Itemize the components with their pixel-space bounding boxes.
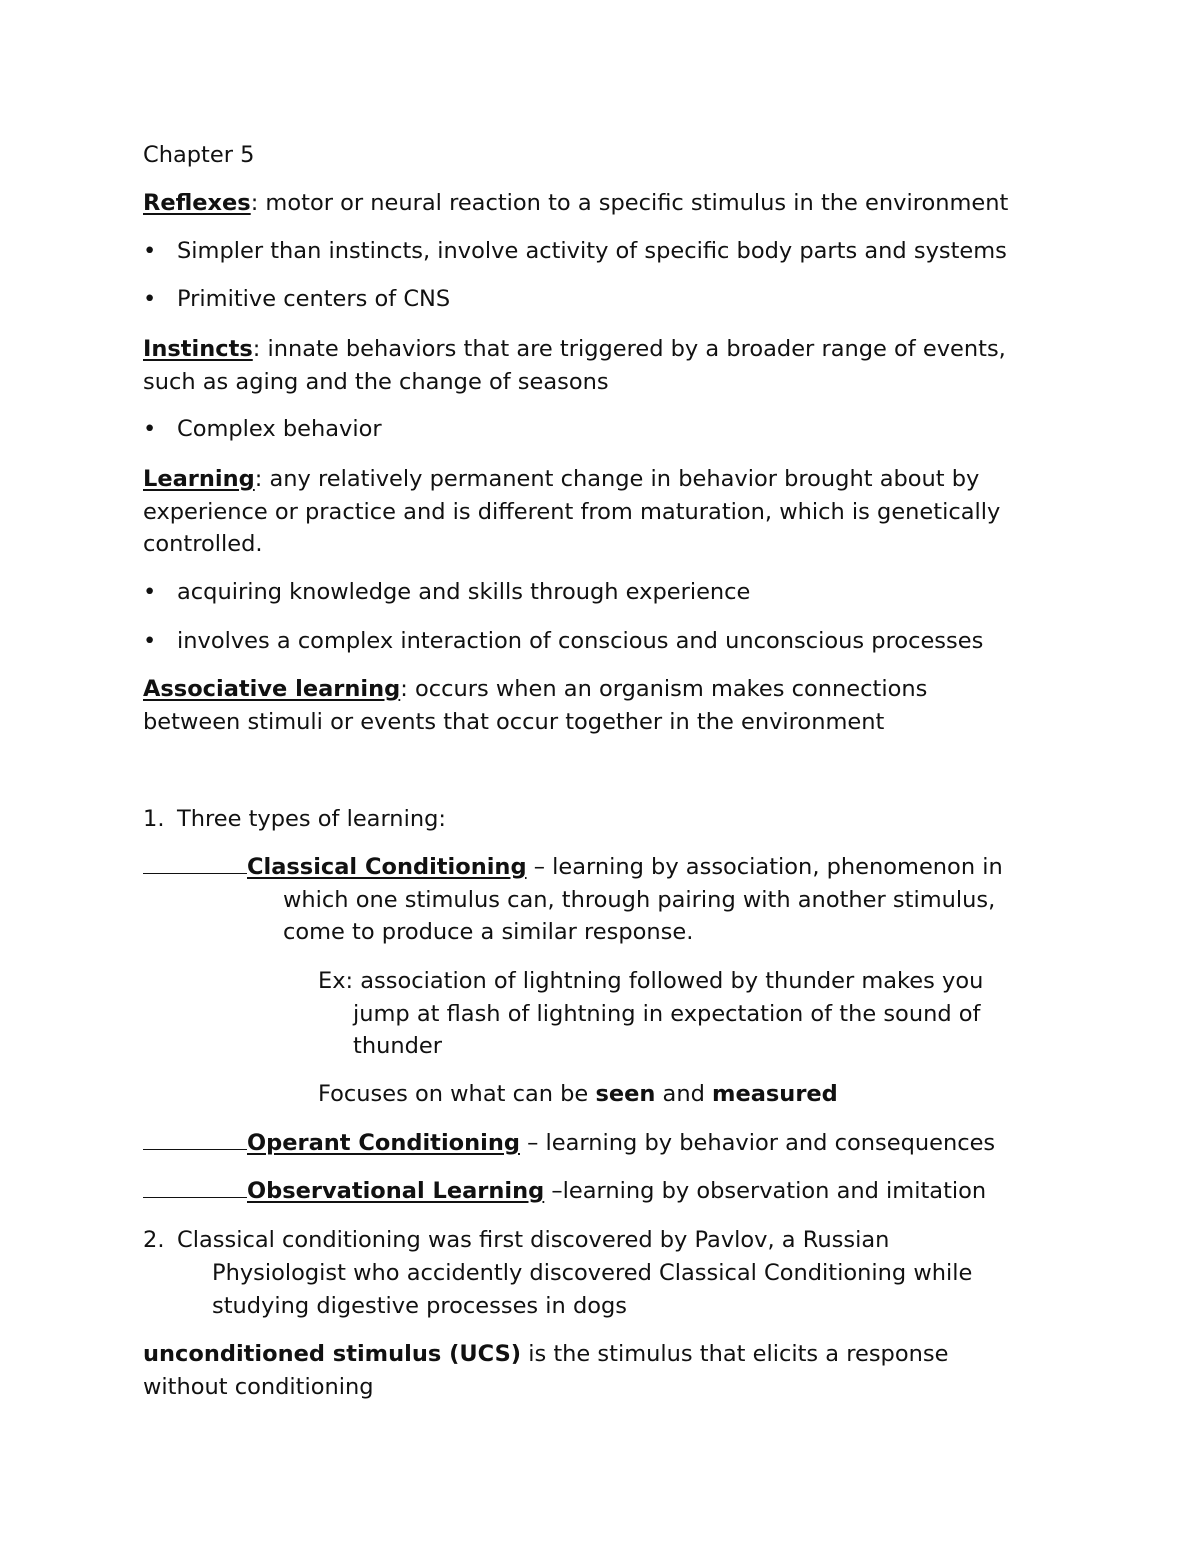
- classical-conditioning-item: [143, 851, 1003, 884]
- bullet-text: acquiring knowledge and skills through experience: [177, 579, 751, 605]
- list-item-2-line3: studying digestive processes in dogs: [212, 1293, 628, 1319]
- bullet-icon: •: [143, 579, 157, 605]
- classical-focus-row: [318, 1078, 838, 1111]
- classical-line2: which one stimulus can, through pairing with another stimulus,: [283, 887, 996, 913]
- observational-text: –learning by observation and imitation: [544, 1178, 987, 1204]
- reflexes-definition: [143, 187, 1073, 220]
- ucs-term: unconditioned stimulus (UCS): [143, 1341, 522, 1367]
- bullet-icon: •: [143, 628, 157, 654]
- numbered-item-2-line2-row: [212, 1257, 972, 1290]
- chapter-title-text: Chapter 5: [143, 142, 255, 168]
- classical-example-line3: thunder: [353, 1033, 442, 1059]
- bullet-text: Complex behavior: [177, 416, 382, 442]
- classical-example-row1: [318, 965, 983, 998]
- blank-line: [143, 1127, 247, 1150]
- observational-learning-item: [143, 1175, 986, 1208]
- reflexes-definition-text: : motor or neural reaction to a specific stimulus in the environment: [250, 190, 1009, 216]
- classical-term: Classical Conditioning: [247, 854, 527, 880]
- bullet-text: involves a complex interaction of conscious and unconscious processes: [177, 628, 984, 654]
- classical-line1: – learning by association, phenomenon in: [526, 854, 1003, 880]
- list-number: 1.: [143, 806, 165, 832]
- focus-prefix: Focuses on what can be: [318, 1081, 596, 1107]
- ucs-line1: is the stimulus that elicits a response: [521, 1341, 949, 1367]
- instincts-definition: [143, 333, 1073, 366]
- ucs-line2: without conditioning: [143, 1374, 374, 1400]
- operant-conditioning-item: [143, 1127, 995, 1160]
- associative-definition-cont: [143, 706, 1073, 739]
- observational-term: Observational Learning: [247, 1178, 545, 1204]
- learning-definition-line1: : any relatively permanent change in behavior brought about by: [254, 466, 980, 492]
- instincts-definition-cont: [143, 366, 1073, 399]
- reflexes-term: Reflexes: [143, 190, 251, 216]
- classical-line3-row: [283, 916, 693, 949]
- learning-definition: [143, 463, 1073, 496]
- instincts-definition-line1: : innate behaviors that are triggered by a broader range of events,: [252, 336, 1006, 362]
- learning-definition-line2: experience or practice and is different from maturation, which is genetically: [143, 499, 1001, 525]
- bullet-icon: •: [143, 286, 157, 312]
- associative-term: Associative learning: [143, 676, 401, 702]
- associative-definition-line1: : occurs when an organism makes connections: [400, 676, 928, 702]
- learning-term: Learning: [143, 466, 255, 492]
- learning-definition-cont-2: [143, 528, 1073, 561]
- focus-measured: measured: [712, 1081, 838, 1107]
- classical-example-row3: [353, 1030, 442, 1063]
- classical-example-line2: jump at flash of lightning in expectation of the sound of: [353, 1001, 981, 1027]
- list-number: 2.: [143, 1227, 165, 1253]
- numbered-item-2-line3-row: [212, 1290, 627, 1323]
- classical-line3: come to produce a similar response.: [283, 919, 694, 945]
- learning-definition-line3: controlled.: [143, 531, 263, 557]
- bullet-text: Primitive centers of CNS: [177, 286, 451, 312]
- blank-line: [143, 851, 247, 874]
- ucs-definition: [143, 1338, 1073, 1371]
- bullet-text: Simpler than instincts, involve activity of specific body parts and systems: [177, 238, 1007, 264]
- learning-definition-cont-1: [143, 496, 1073, 529]
- operant-term: Operant Conditioning: [247, 1130, 520, 1156]
- classical-line2-row: [283, 884, 995, 917]
- classical-example-line1: Ex: association of lightning followed by thunder makes you: [318, 968, 984, 994]
- list-item-text: Classical conditioning was first discovered by Pavlov, a Russian: [177, 1227, 890, 1253]
- instincts-definition-line2: such as aging and the change of seasons: [143, 369, 609, 395]
- associative-definition-line2: between stimuli or events that occur together in the environment: [143, 709, 885, 735]
- ucs-definition-cont: [143, 1371, 1073, 1404]
- focus-mid: and: [655, 1081, 713, 1107]
- chapter-title: [143, 139, 1073, 172]
- list-item-2-line2: Physiologist who accidently discovered Classical Conditioning while: [212, 1260, 973, 1286]
- associative-definition: [143, 673, 1073, 706]
- classical-example-row2: [353, 998, 980, 1031]
- bullet-icon: •: [143, 238, 157, 264]
- focus-seen: seen: [595, 1081, 656, 1107]
- bullet-icon: •: [143, 416, 157, 442]
- instincts-term: Instincts: [143, 336, 253, 362]
- blank-line: [143, 1175, 247, 1198]
- operant-text: – learning by behavior and consequences: [519, 1130, 996, 1156]
- list-item-text: Three types of learning:: [177, 806, 446, 832]
